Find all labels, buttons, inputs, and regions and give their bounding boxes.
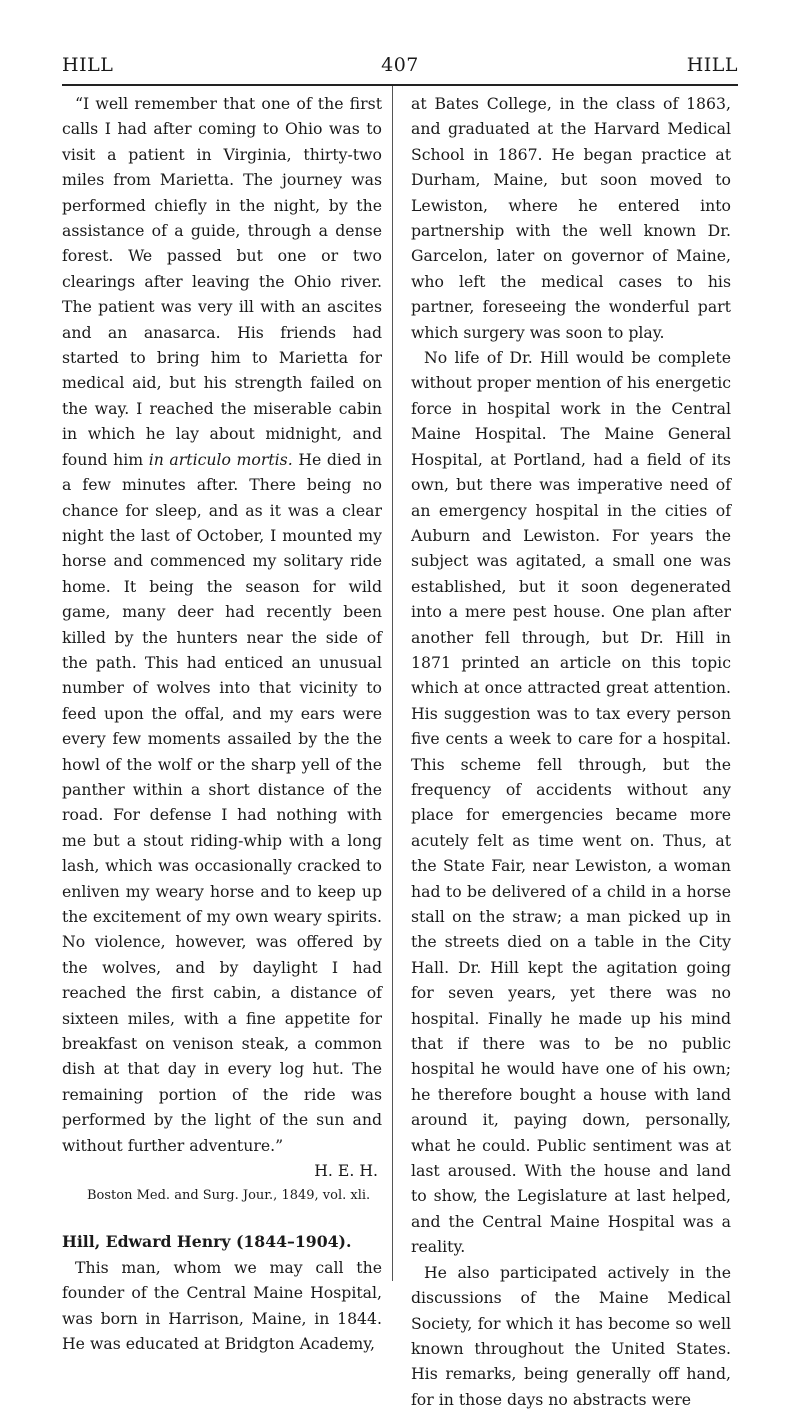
right-paragraph-1: at Bates College, in the class of 1863, and graduated at the Harvard Medical School in 1867. He began practice at Durham, Maine, but soon moved to Lewiston, where he entered into partnership with the well known Dr. Garcelon, later on governor of Maine, who left the medical cases to his partner, foreseeing the wonderful part which surgery was soon to play. [411,94,731,342]
quote-paragraph [62,91,382,1158]
running-header [62,54,738,84]
entry-heading-paragraph [62,1229,382,1254]
entry-paragraph: This man, whom we may call the founder of the Central Maine Hospital, was born in Harrison, Maine, in 1844. He was educated at Bridgton Academy, [62,1257,382,1354]
quote-text-1: “I well remember that one of the first calls I had after coming to Ohio was to visit a patient in Virginia, thirty-two miles from Marietta. The journey was performed chiefly in the night, by the assistance of a guide, through a dense forest. We passed but one or two clearings after leaving the Ohio river. The patient was very ill with an ascites and an anasarca. His friends had started to bring him to Marietta for medical aid, but his strength failed on the way. I reached the miserable cabin in which he lay about midnight, and found him [62,94,382,469]
citation: Boston Med. and Surg. Jour., 1849, vol. xli. [87,1188,371,1204]
left-column [62,91,382,1354]
entry-heading: Hill, Edward Henry (1844–1904). [62,1232,352,1252]
quote-italic: in articulo mortis. [148,449,293,469]
column-divider [392,86,393,1281]
header-right: HILL [686,54,738,76]
right-column [411,91,731,1409]
right-paragraph-3: He also participated actively in the discussions of the Maine Medical Society, for which it has become so well known throughout the United States. His remarks, being generally off hand, for in those days no abstracts were [411,1262,731,1409]
right-paragraph-2: No life of Dr. Hill would be complete without proper mention of his energetic force in hospital work in the Central Maine Hospital. The Maine General Hospital, at Portland, had a field of its own, but there was imperative need of an emergency hospital in the cities of Auburn and Lewiston. For years the subject was agitated, a small one was established, but it soon degenerated into a mere pest house. One plan after another fell through, but Dr. Hill in 1871 printed an article on this topic which at once attracted great attention. His suggestion was to tax every person five cents a week to care for a hospital. This scheme fell through, but the frequency of accidents without any place for emergencies became more acutely felt as time went on. Thus, at the State Fair, near Lewiston, a woman had to be delivered of a child in a horse stall on the straw; a man picked up in the streets died on a table in the City Hall. Dr. Hill kept the agitation going for seven years, yet there was no hospital. Finally he made up his mind that if there was to be no public hospital he would have one of his own; he therefore bought a house with land around it, paying down, personally, what he could. Public sentiment was at last aroused. With the house and land to show, the Legislature at last helped, and the Central Maine Hospital was a reality. [411,348,731,1257]
header-rule [62,84,738,86]
signature: H. E. H. [314,1161,378,1181]
quote-text-2: He died in a few minutes after. There being no chance for sleep, and as it was a clear night the last of October, I mounted my horse and commenced my solitary ride home. It being the season for wild game, many deer had recently been killed by the hunters near the side of the path. This had enticed an unusual number of wolves into that vicinity to feed upon the offal, and my ears were every few moments assailed by the the howl of the wolf or the sharp yell of the panther within a short distance of the road. For defense I had nothing with me but a stout riding-whip with a long lash, which was occasionally cracked to enliven my weary horse and to keep up the excitement of my own weary spirits. No violence, however, was offered by the wolves, and by daylight I had reached the first cabin, a distance of sixteen miles, with a fine appetite for breakfast on venison steak, a common dish at that day in every log hut. The remaining portion of the ride was performed by the light of the sun and without further adventure.” [62,449,382,1155]
header-left: HILL [62,54,114,76]
page-number: 407 [381,54,419,76]
